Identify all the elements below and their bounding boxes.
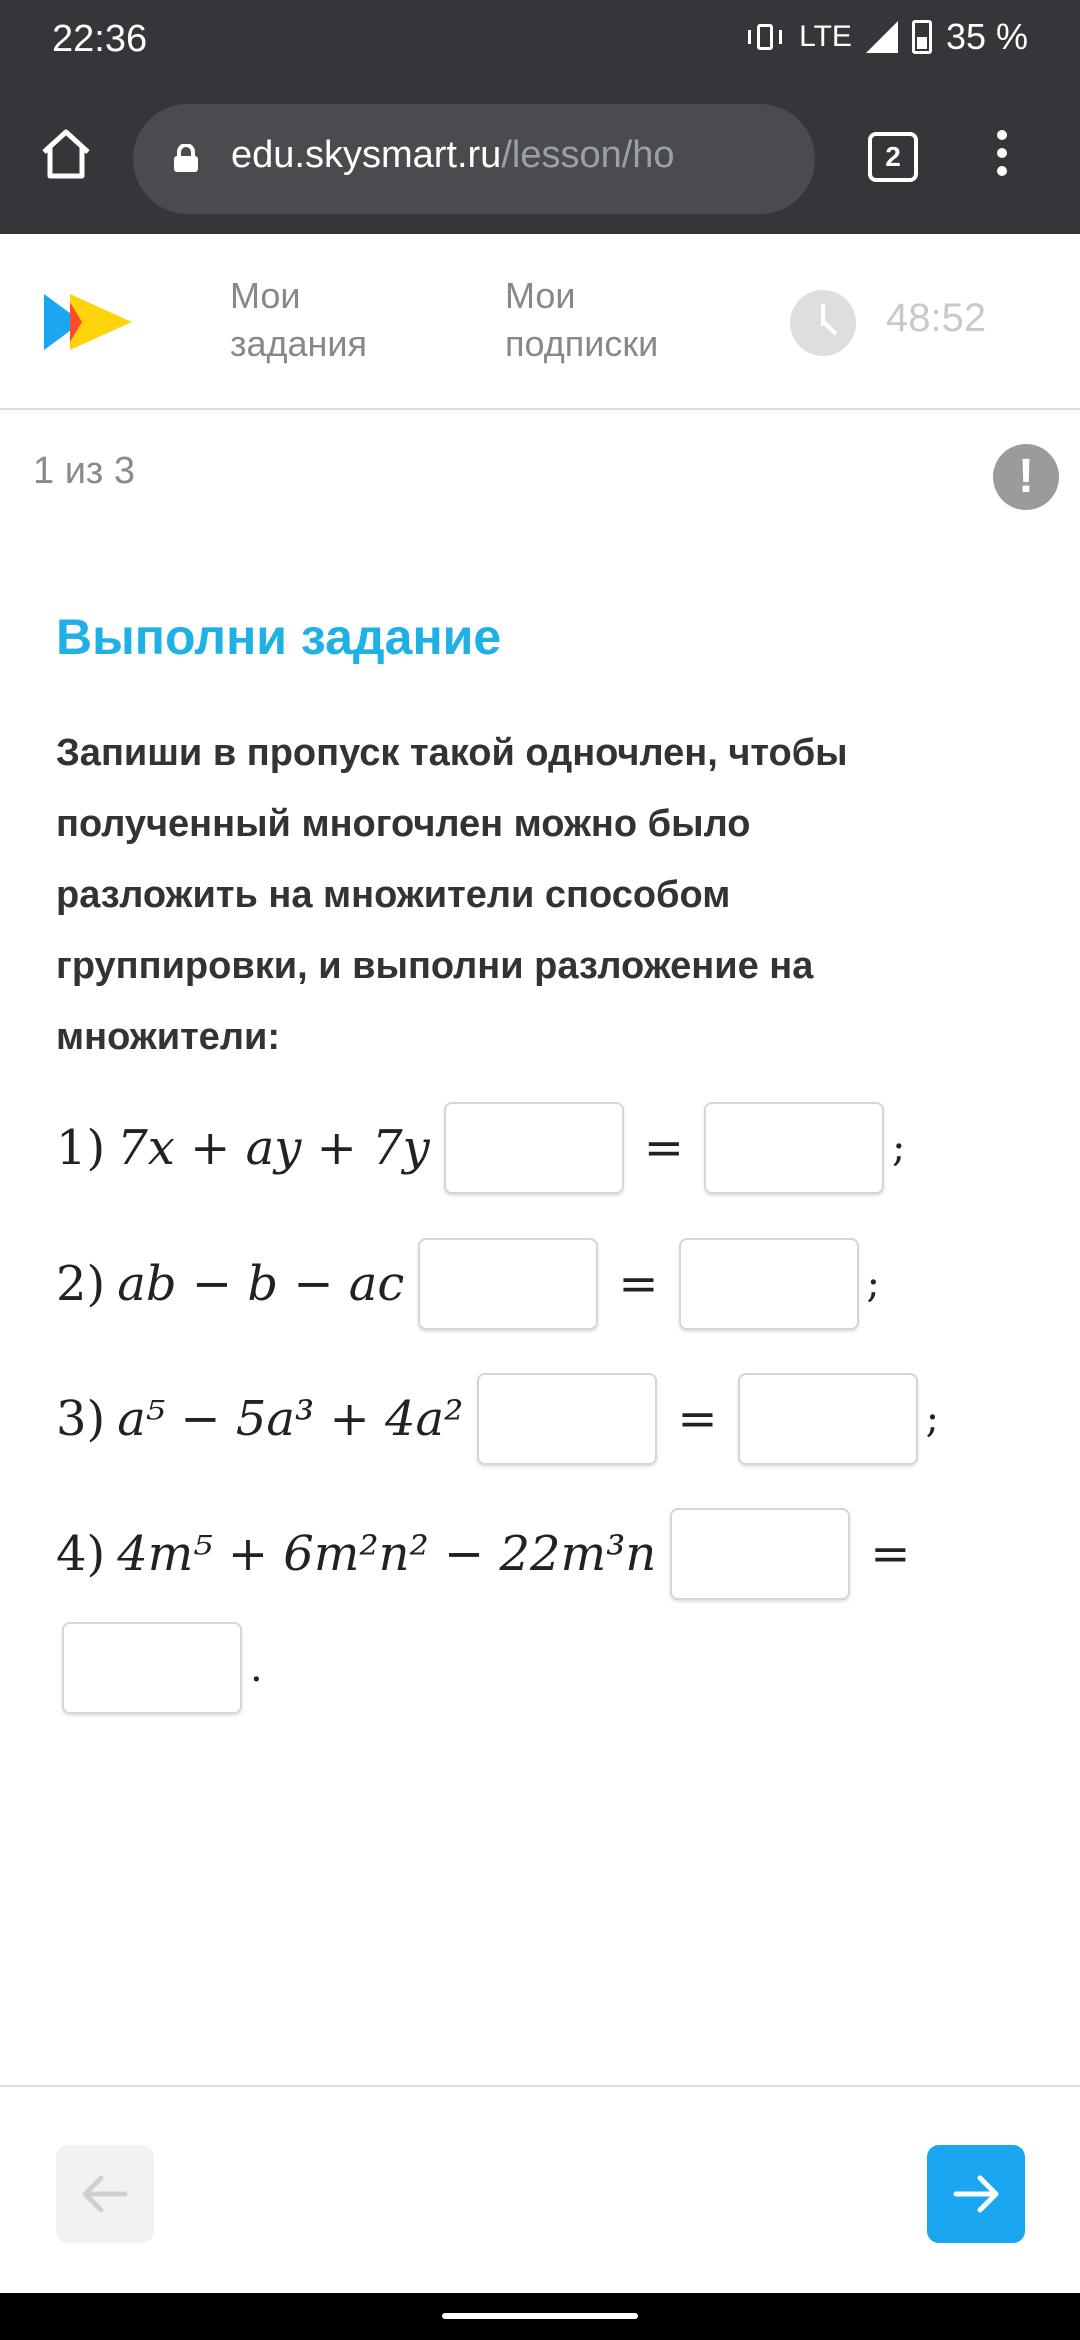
network-type: LTE [799, 20, 852, 53]
tab-switcher-button[interactable]: 2 [868, 132, 918, 182]
equation-expression: 4m⁵ + 6m²n² − 22m³n [117, 1526, 657, 1582]
answer-input[interactable] [444, 1102, 624, 1194]
answer-input[interactable] [670, 1508, 850, 1600]
gesture-bar [0, 2293, 1080, 2340]
equation-number: 4) [56, 1526, 106, 1582]
equation-end: ; [925, 1396, 940, 1442]
browser-toolbar [0, 84, 1080, 234]
url-domain: edu.skysmart.ru [231, 134, 502, 176]
equation-expression: 7x + ay + 7y [117, 1120, 430, 1176]
equation-end: . [250, 1645, 263, 1691]
equation-number: 2) [56, 1256, 106, 1312]
signal-icon [866, 21, 898, 53]
equation-expression: ab − b − ac [117, 1256, 405, 1312]
arrow-left-icon [75, 2164, 135, 2224]
exclamation-icon[interactable]: ! [993, 444, 1059, 510]
lock-icon [173, 144, 199, 172]
skysmart-logo[interactable] [44, 292, 134, 352]
arrow-right-icon [946, 2164, 1006, 2224]
prev-button[interactable] [56, 2145, 154, 2243]
answer-input[interactable] [62, 1622, 242, 1714]
equals-sign: = [643, 1120, 684, 1176]
equation-row-3 [56, 1373, 939, 1465]
answer-input[interactable] [418, 1238, 598, 1330]
equals-sign: = [870, 1526, 911, 1582]
equals-sign: = [618, 1256, 659, 1312]
site-header [0, 234, 1080, 410]
task-progress: 1 из 3 [33, 450, 136, 492]
timer: 48:52 [886, 296, 987, 340]
equation-end: ; [866, 1261, 881, 1307]
equation-row-1 [56, 1102, 905, 1194]
nav-my-subscriptions[interactable]: Мои подписки [505, 275, 659, 364]
battery-icon [912, 20, 932, 54]
answer-input[interactable] [477, 1373, 657, 1465]
status-bar [0, 0, 1080, 84]
bottom-navigation [0, 2085, 1080, 2293]
task-title: Выполни задание [56, 609, 502, 665]
equation-end: ; [891, 1125, 906, 1171]
home-icon[interactable] [36, 124, 96, 184]
equation-number: 3) [56, 1391, 106, 1447]
address-bar[interactable] [133, 104, 815, 214]
status-time: 22:36 [52, 18, 148, 60]
answer-input[interactable] [704, 1102, 884, 1194]
answer-input[interactable] [679, 1238, 859, 1330]
equation-row-2 [56, 1238, 880, 1330]
equation-expression: a⁵ − 5a³ + 4a² [117, 1391, 464, 1447]
clock-icon [790, 290, 856, 356]
vibrate-icon [745, 22, 785, 52]
url-path: /lesson/ho [501, 134, 675, 176]
next-button[interactable] [927, 2145, 1025, 2243]
battery-percent: 35 % [945, 16, 1028, 57]
more-vert-icon[interactable] [992, 130, 1012, 186]
equation-row-4-continued [48, 1622, 263, 1714]
answer-input[interactable] [738, 1373, 918, 1465]
task-description: Запиши в пропуск такой одночлен, чтобы полученный многочлен можно было разложить на множители способом группировки, и выполни разложение на множители: [56, 732, 848, 1058]
url-text [231, 134, 791, 177]
equation-row-4 [56, 1508, 916, 1600]
equals-sign: = [677, 1391, 718, 1447]
status-indicators [745, 16, 1028, 58]
nav-my-tasks[interactable]: Мои задания [230, 275, 368, 364]
home-gesture-pill[interactable] [442, 2313, 638, 2319]
equation-number: 1) [56, 1120, 106, 1176]
